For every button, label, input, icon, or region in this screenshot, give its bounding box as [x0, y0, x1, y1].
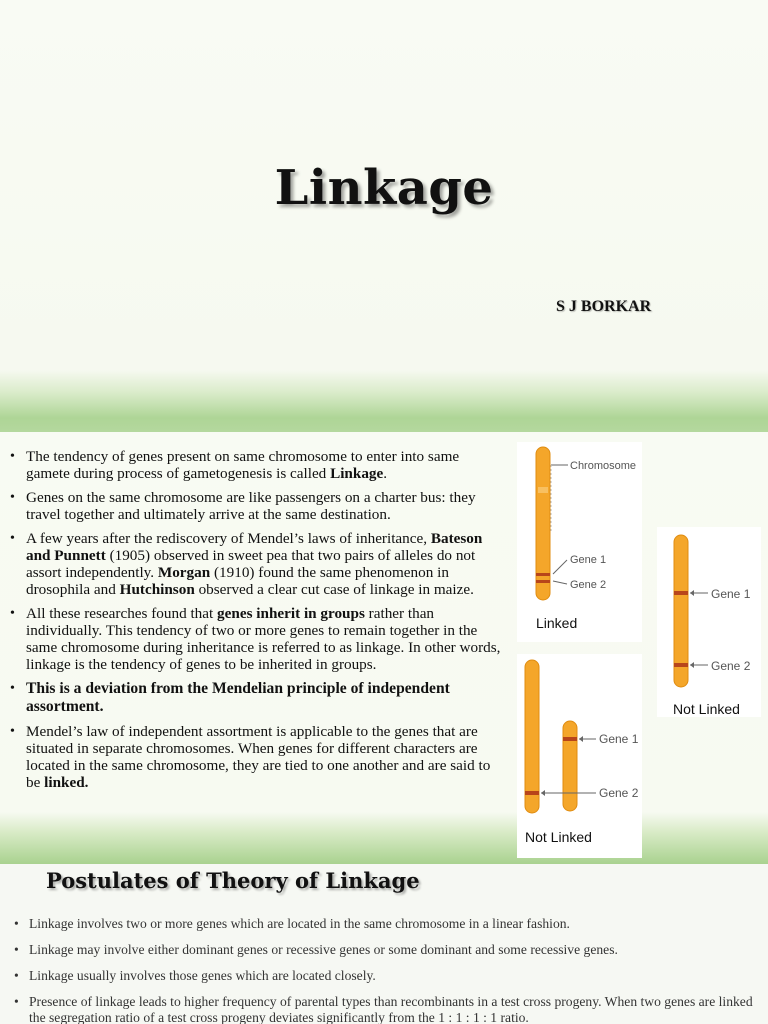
- diagram-caption: Linked: [536, 615, 578, 631]
- linkage-definition-slide: [0, 432, 768, 864]
- bullet-text: (1910) found the same phenomenon in drosophila and: [26, 564, 449, 598]
- gene-band: [536, 573, 550, 576]
- gene-band: [563, 737, 577, 741]
- bullet-bold-text: Morgan: [157, 564, 211, 581]
- gene2-label: Gene 2: [570, 579, 607, 591]
- author-name: S J BORKAR: [556, 298, 652, 315]
- bullet-text: A few years after the rediscovery of Mendel’s laws of inheritance,: [26, 530, 431, 547]
- bullet-text: Mendel’s law of independent assortment is applicable to the genes that are situated in separate chromosomes. When genes for different characters are located in the same chromosome, they are tied to one another and are said to be: [26, 723, 491, 791]
- postulate-item: • Presence of linkage leads to higher frequency of parental types than recombinants in a test cross progeny. When two genes are linked the segregation ratio of a test cross progeny deviates significantly from the 1 : 1 : 1 : 1 ratio.: [14, 994, 754, 1024]
- postulate-item: • Linkage usually involves those genes which are located closely.: [14, 968, 754, 984]
- chromosome-shape: [536, 447, 550, 600]
- chromosome-shape: [563, 721, 577, 811]
- linked-chromosome-diagram: [517, 442, 642, 642]
- slide-heading: Postulates of Theory of Linkage: [46, 868, 420, 893]
- bullet-text: Genes on the same chromosome are like passengers on a charter bus: they travel together and ultimately arrive at the same destination.: [26, 489, 476, 523]
- bullet-text: The tendency of genes present on same chromosome to enter into same gamete during process of gametogenesis is called: [26, 448, 460, 482]
- bullet-bold-text: genes inherit in groups: [217, 605, 365, 622]
- gene-band: [536, 580, 550, 583]
- bullet-bold-text: linked.: [44, 774, 89, 791]
- postulate-item: • Linkage may involve either dominant genes or recessive genes or some dominant and some recessive genes.: [14, 942, 754, 958]
- gene-band: [674, 591, 688, 595]
- postulates-slide: [0, 864, 768, 1024]
- bullet-bold-text: Bateson and Punnett: [26, 530, 483, 564]
- slide-title: Linkage: [274, 160, 494, 216]
- gene1-label: Gene 1: [570, 554, 607, 566]
- not-linked-diagram-right: [657, 527, 761, 717]
- bullet-groups: [10, 605, 502, 673]
- chromosome-label: Chromosome: [570, 460, 637, 472]
- gene-band: [674, 663, 688, 667]
- gene2-label: Gene 2: [599, 786, 639, 800]
- diagram-caption: Not Linked: [673, 701, 740, 717]
- not-linked-diagram-bottom: [517, 654, 642, 858]
- bullet-deviation: [10, 680, 502, 716]
- bullet-history: [10, 530, 502, 598]
- gene1-label: Gene 1: [711, 587, 751, 601]
- chromosome-shape: [525, 660, 539, 813]
- bullet-text: rather than individually. This tendency of two or more genes to remain together in the same chromosome during inheritance is referred to as linkage. In other words, linkage is the tendency of genes to be inherited in groups.: [26, 605, 501, 673]
- bullet-definition: [10, 448, 502, 482]
- gene1-label: Gene 1: [599, 732, 639, 746]
- gene2-label: Gene 2: [711, 659, 751, 673]
- bullet-bold-text: Hutchinson: [119, 581, 195, 598]
- bullet-bold-text: Linkage: [330, 465, 384, 482]
- bullet-text: .: [383, 465, 388, 482]
- bullet-bold-text: This is a deviation from the Mendelian principle of independent assortment.: [26, 680, 450, 715]
- postulate-item: • Linkage involves two or more genes which are located in the same chromosome in a linear fashion.: [14, 916, 754, 932]
- title-slide: [0, 0, 768, 432]
- gene-band: [525, 791, 539, 795]
- bullet-analogy: [10, 489, 502, 523]
- bullet-text: All these researches found that: [26, 605, 218, 622]
- bullet-text: observed a clear cut case of linkage in maize.: [194, 581, 474, 598]
- definition-bullet-list: [10, 448, 502, 798]
- postulates-bullet-list: [14, 916, 754, 1024]
- bullet-text: (1905) observed in sweet pea that two pairs of alleles do not assort independently.: [26, 547, 476, 581]
- bullet-independent-assortment: [10, 723, 502, 791]
- diagram-caption: Not Linked: [525, 829, 592, 845]
